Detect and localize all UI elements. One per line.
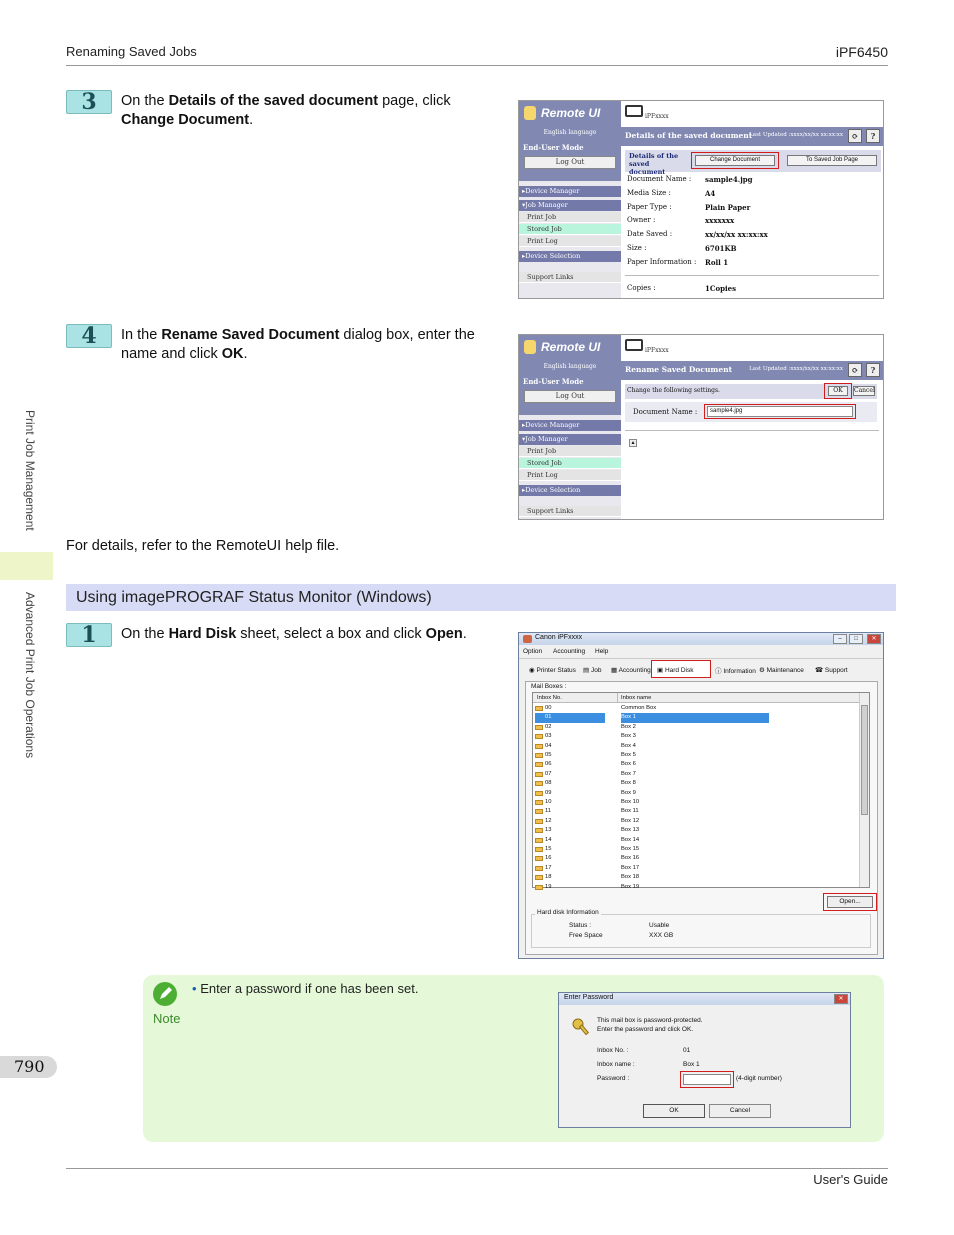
menu-device-selection[interactable]: ▸Device Selection [519, 485, 621, 496]
refresh-icon[interactable]: ⟳ [848, 363, 862, 377]
rui-mode: End-User Mode Log Out [519, 141, 621, 181]
menu-help[interactable]: Help [595, 648, 609, 655]
dialog-close-icon[interactable]: ✕ [834, 994, 848, 1004]
remote-ui-logo-icon [524, 340, 536, 354]
tab-job[interactable]: ▤ Job [583, 667, 602, 674]
fields-divider [625, 275, 879, 276]
list-item[interactable] [533, 807, 859, 816]
list-item[interactable] [533, 779, 859, 788]
footer-divider [66, 1168, 888, 1169]
step-number: 3 [66, 90, 112, 114]
column-inbox-no[interactable]: Inbox No. [537, 695, 562, 701]
sub-print-log[interactable]: Print Log [519, 470, 621, 481]
inbox-name: Box 3 [621, 733, 636, 740]
header-section-title: Renaming Saved Jobs [66, 44, 197, 59]
monitor-title-bar: Canon iPFxxxx [519, 633, 883, 645]
tab-hard-disk[interactable]: ▣ Hard Disk [657, 667, 694, 674]
document-fields [627, 175, 882, 272]
field-row: Media Size : A4 [627, 188, 716, 198]
maximize-icon[interactable]: □ [849, 634, 863, 644]
bullet-icon: • [192, 981, 197, 996]
inbox-name: Box 8 [621, 780, 636, 787]
list-item[interactable] [533, 732, 859, 741]
list-item[interactable] [533, 845, 859, 854]
free-space-value: XXX GB [649, 932, 674, 939]
inbox-no: 15 [545, 846, 552, 852]
list-item[interactable] [533, 789, 859, 798]
inbox-no: 14 [545, 836, 552, 843]
status-value: Usable [649, 922, 670, 929]
inbox-name: Box 6 [621, 761, 636, 768]
footer-guide-title: User's Guide [813, 1172, 888, 1187]
document-name-input[interactable]: sample4.jpg [707, 406, 853, 417]
close-icon[interactable]: ✕ [867, 634, 881, 644]
list-item[interactable] [533, 723, 859, 732]
inbox-name: Box 12 [621, 817, 640, 824]
inbox-no-value: 01 [683, 1047, 691, 1054]
list-item[interactable] [533, 704, 859, 713]
rui-mode: End-User Mode Log Out [519, 375, 621, 415]
copies-label: Copies : [627, 284, 656, 292]
rui-logo: Remote UI [519, 101, 621, 129]
inbox-name: Box 14 [621, 836, 640, 843]
inbox-name: Box 19 [621, 883, 640, 890]
printer-icon [625, 339, 643, 351]
list-item[interactable] [533, 770, 859, 779]
inbox-no: 08 [545, 780, 552, 787]
list-item[interactable] [533, 817, 859, 826]
sub-print-job[interactable]: Print Job [519, 212, 621, 223]
list-item[interactable] [533, 864, 859, 873]
mail-boxes-label: Mail Boxes : [531, 683, 567, 690]
inbox-name-label: Inbox name : [597, 1061, 635, 1068]
menu-device-manager[interactable]: ▸Device Manager [519, 186, 621, 197]
last-updated: Last Updated :xxxx/xx/xx xx:xx:xx [749, 132, 843, 138]
inbox-name: Box 17 [621, 864, 640, 871]
field-row: Size : 6701KB [627, 243, 737, 253]
open-button[interactable]: Open... [827, 896, 873, 908]
field-row: Paper Type : Plain Paper [627, 202, 751, 212]
keys-icon [571, 1017, 591, 1037]
step-3-instruction: On the Details of the saved document page, click Change Document. [121, 93, 451, 128]
rui2-panel-header [625, 384, 877, 399]
inbox-no: 17 [545, 864, 552, 871]
document-name-row [625, 402, 877, 422]
log-out-button[interactable]: Log Out [524, 390, 616, 403]
tab-accounting[interactable]: ▦ Accounting [611, 667, 651, 674]
mail-box-list[interactable] [532, 692, 870, 888]
inbox-no: 11 [545, 808, 552, 815]
dialog-message-1: This mail box is password-protected. [597, 1017, 703, 1024]
sub-print-log[interactable]: Print Log [519, 236, 621, 247]
column-separator [617, 693, 618, 703]
refresh-icon[interactable]: ⟳ [848, 129, 862, 143]
sub-stored-job[interactable]: Stored Job [519, 458, 621, 469]
last-updated: Last Updated :xxxx/xx/xx xx:xx:xx [749, 366, 843, 372]
list-item[interactable] [533, 713, 859, 722]
list-item[interactable] [533, 873, 859, 882]
dialog-message-2: Enter the password and click OK. [597, 1026, 694, 1033]
field-row: Document Name : sample4.jpg [627, 175, 753, 184]
inbox-no: 05 [545, 752, 552, 758]
tab-maintenance[interactable]: ⚙ Maintenance [759, 667, 804, 674]
inbox-no: 01 [535, 713, 605, 722]
dialog-ok-button[interactable]: OK [643, 1104, 705, 1118]
inbox-name: Box 7 [621, 770, 636, 777]
inbox-name: Box 16 [621, 855, 640, 862]
inbox-name: Common Box [621, 705, 657, 711]
inbox-no: 13 [545, 827, 552, 834]
page-number: 790 [0, 1056, 57, 1078]
hard-disk-info-label: Hard disk Information [537, 909, 599, 916]
change-document-button[interactable]: Change Document [695, 155, 775, 166]
menu-job-manager[interactable]: ▾Job Manager [519, 200, 621, 211]
inbox-name: Box 5 [621, 752, 636, 758]
status-monitor-window [518, 632, 884, 959]
inbox-name: Box 15 [621, 846, 640, 852]
step-number: 4 [66, 324, 112, 348]
app-icon [523, 635, 532, 643]
field-row: Date Saved : xx/xx/xx xx:xx:xx [627, 230, 768, 240]
inbox-name: Box 11 [621, 808, 639, 815]
sub-stored-job[interactable]: Stored Job [519, 224, 621, 235]
inbox-no: 06 [545, 761, 552, 768]
list-item[interactable] [533, 742, 859, 751]
list-item[interactable] [533, 751, 859, 760]
inbox-no: 02 [545, 723, 552, 730]
note-label: Note [153, 1011, 181, 1026]
note-bullet: • Enter a password if one has been set. [192, 981, 419, 996]
menu-divider [519, 658, 884, 659]
password-hint: (4-digit number) [736, 1075, 782, 1082]
list-item[interactable] [533, 836, 859, 845]
inbox-no: 07 [545, 770, 552, 777]
support-links[interactable]: Support Links [519, 506, 621, 517]
header-divider [66, 65, 888, 66]
inbox-no: 10 [545, 799, 552, 805]
field-row: Owner : xxxxxxx [627, 216, 735, 226]
inbox-no: 18 [545, 874, 552, 881]
rui-top [621, 335, 883, 361]
document-name-label: Document Name : [633, 408, 698, 416]
inbox-name: Box 9 [621, 789, 636, 796]
ok-button[interactable]: OK [828, 386, 848, 396]
rui-language-link[interactable]: English language [519, 129, 621, 141]
tab-strip [527, 662, 877, 680]
panel-title: Details of the saved document [629, 152, 679, 176]
inbox-no: 19 [545, 883, 552, 890]
inbox-no: 09 [545, 789, 552, 796]
password-label: Password : [597, 1075, 630, 1082]
dialog-title-bar: Enter Password [559, 993, 850, 1005]
inbox-name: Box 4 [621, 742, 636, 749]
step-4-instruction: In the Rename Saved Document dialog box, enter the name and click OK. [121, 327, 475, 362]
printer-icon [625, 105, 643, 117]
step-1-instruction: On the Hard Disk sheet, select a box and click Open. [121, 626, 467, 642]
inbox-name: Box 13 [621, 827, 640, 834]
tab-support[interactable]: ☎ Support [815, 667, 848, 674]
help-icon[interactable]: ? [866, 129, 880, 143]
minimize-icon[interactable]: – [833, 634, 847, 644]
rui-logo: Remote UI [519, 335, 621, 363]
hard-disk-info-group [531, 914, 871, 948]
inbox-name: Box 10 [621, 799, 640, 805]
inbox-no: 04 [545, 742, 552, 749]
inbox-name: Box 18 [621, 874, 640, 881]
inbox-no: 16 [545, 855, 552, 862]
remote-ui-details-screenshot [518, 100, 884, 299]
list-scrollbar[interactable] [859, 693, 869, 887]
tab-information[interactable]: ⓘ Information [715, 668, 756, 675]
column-inbox-name[interactable]: Inbox name [621, 695, 652, 701]
pencil-note-icon [153, 982, 177, 1006]
dialog-cancel-button[interactable]: Cancel [709, 1104, 771, 1118]
rui-model: iPFxxxx [645, 347, 669, 354]
step-number: 1 [66, 623, 112, 647]
list-item[interactable] [533, 760, 859, 769]
scrollbar-thumb[interactable] [861, 705, 868, 815]
menu-option[interactable]: Option [523, 648, 543, 655]
field-row: Paper Information : Roll 1 [627, 257, 729, 267]
rui-panel-header [625, 150, 881, 176]
sub-print-job[interactable]: Print Job [519, 446, 621, 457]
list-header [533, 693, 859, 703]
rename-divider [625, 430, 879, 431]
list-item[interactable] [533, 826, 859, 835]
side-tab-highlight [0, 552, 53, 580]
rui-title-bar: Rename Saved Document Last Updated :xxxx/xx/xx xx:xx:xx ⟳ ? [621, 361, 883, 380]
side-tab-print-job-management[interactable]: Print Job Management [23, 410, 37, 531]
rui-title-bar: Details of the saved document Last Updated :xxxx/xx/xx xx:xx:xx ⟳ ? [621, 127, 883, 146]
list-item[interactable] [533, 883, 859, 892]
rui-model: iPFxxxx [645, 113, 669, 120]
enter-password-dialog [558, 992, 851, 1128]
password-input[interactable] [683, 1074, 731, 1085]
to-saved-job-page-button[interactable]: To Saved Job Page [787, 155, 877, 166]
rui-top [621, 101, 883, 127]
menu-device-selection[interactable]: ▸Device Selection [519, 251, 621, 262]
inbox-name: Box 1 [621, 713, 769, 722]
details-text: For details, refer to the RemoteUI help file. [66, 538, 340, 554]
list-item[interactable] [533, 798, 859, 807]
inbox-name: Box 2 [621, 723, 636, 730]
list-item[interactable] [533, 854, 859, 863]
menu-accounting[interactable]: Accounting [553, 648, 586, 655]
free-space-label: Free Space [569, 932, 603, 939]
instruction-text: Change the following settings. [627, 387, 720, 394]
log-out-button[interactable]: Log Out [524, 156, 616, 169]
header-model: iPF6450 [835, 44, 888, 60]
copies-value: 1Copies [705, 284, 737, 293]
support-links[interactable]: Support Links [519, 272, 621, 283]
rui-language-link[interactable]: English language [519, 363, 621, 375]
section-heading: Using imagePROGRAF Status Monitor (Windows) [66, 584, 896, 611]
inbox-no-label: Inbox No. : [597, 1047, 629, 1054]
inbox-no: 00 [545, 705, 552, 711]
remote-ui-rename-screenshot [518, 334, 884, 520]
cancel-button[interactable]: Cancel [854, 387, 875, 394]
help-icon[interactable]: ? [866, 363, 880, 377]
inbox-name-value: Box 1 [683, 1061, 700, 1068]
page-top-icon[interactable]: ▴ [629, 439, 637, 447]
menu-job-manager[interactable]: ▾Job Manager [519, 434, 621, 445]
remote-ui-logo-icon [524, 106, 536, 120]
inbox-no: 03 [545, 733, 552, 740]
status-label: Status : [569, 922, 592, 929]
tab-printer-status[interactable]: ◉ Printer Status [529, 667, 576, 674]
side-tab-advanced-operations[interactable]: Advanced Print Job Operations [23, 592, 37, 759]
menu-device-manager[interactable]: ▸Device Manager [519, 420, 621, 431]
inbox-no: 12 [545, 817, 552, 824]
